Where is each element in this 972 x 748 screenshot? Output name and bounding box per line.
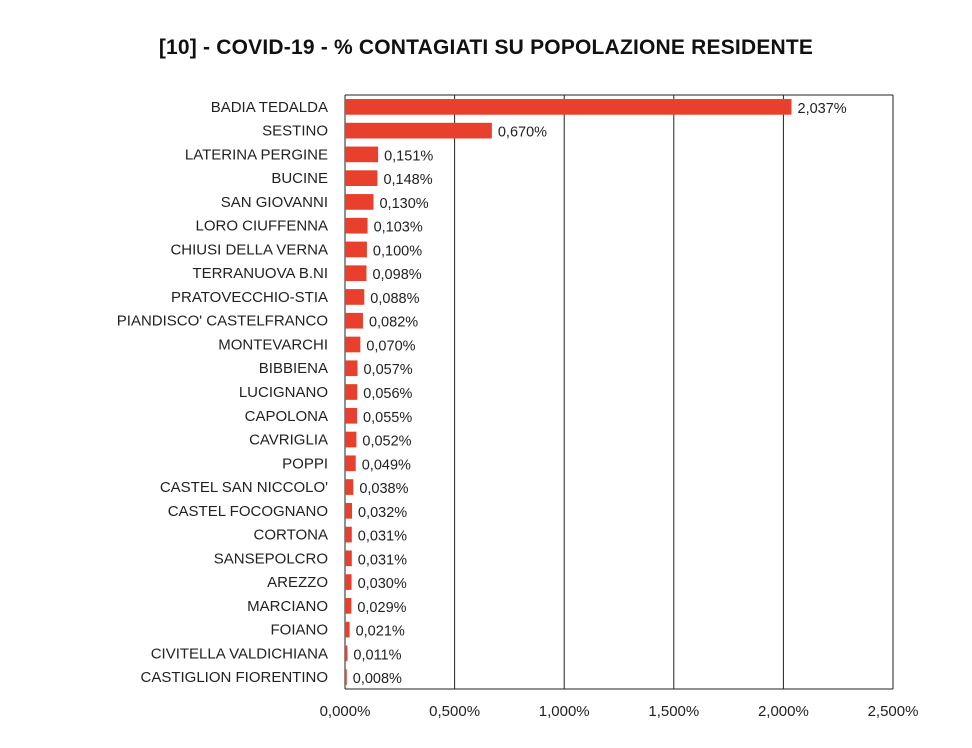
category-label: SESTINO (262, 122, 328, 140)
category-label: FOIANO (270, 621, 328, 639)
bar (345, 479, 353, 495)
x-tick-label: 0,000% (319, 703, 371, 720)
category-labels (117, 99, 328, 686)
bar (345, 194, 373, 210)
bar (345, 384, 357, 400)
data-label: 0,151% (384, 148, 434, 165)
category-label: POPPI (282, 455, 328, 473)
data-label: 0,055% (363, 409, 413, 426)
bar (345, 99, 792, 115)
category-label: CIVITELLA VALDICHIANA (150, 645, 328, 663)
category-label: CASTEL FOCOGNANO (167, 502, 328, 520)
bar (345, 265, 366, 281)
x-axis-tick-labels (320, 703, 919, 720)
category-label: BUCINE (271, 170, 328, 188)
bar (345, 574, 352, 590)
data-label: 0,011% (353, 647, 402, 664)
data-label: 0,031% (357, 528, 407, 545)
bar (345, 170, 377, 186)
data-label: 0,130% (379, 195, 429, 212)
data-label: 0,670% (497, 124, 548, 141)
data-label: 0,088% (370, 290, 420, 307)
category-label: MONTEVARCHI (218, 336, 328, 354)
data-label: 0,056% (363, 386, 413, 402)
x-tick-label: 1,500% (648, 703, 700, 720)
data-label: 2,037% (797, 100, 847, 117)
bar (345, 550, 352, 566)
category-label: CORTONA (253, 526, 328, 544)
bar (345, 313, 363, 329)
bar (345, 360, 357, 376)
data-label: 0,029% (357, 599, 407, 616)
category-label: CASTIGLION FIORENTINO (140, 669, 328, 687)
category-label: CHIUSI DELLA VERNA (170, 241, 328, 259)
x-tick-label: 0,500% (429, 703, 481, 720)
bar (345, 289, 364, 305)
category-label: CAVRIGLIA (249, 431, 328, 449)
category-label: LUCIGNANO (238, 384, 328, 401)
bar (345, 432, 356, 448)
bar (345, 147, 378, 163)
category-label: BIBBIENA (258, 360, 328, 378)
data-label: 0,098% (372, 267, 422, 284)
category-label: AREZZO (267, 574, 328, 592)
bar (345, 455, 356, 471)
data-label: 0,049% (361, 457, 411, 474)
category-label: TERRANUOVA B.NI (192, 265, 328, 283)
category-label: LORO CIUFFENNA (195, 217, 328, 235)
data-label: 0,057% (363, 362, 413, 379)
bar (345, 646, 347, 662)
data-label: 0,021% (355, 623, 405, 640)
data-label: 0,148% (383, 172, 433, 189)
category-label: LATERINA PERGINE (184, 146, 328, 164)
data-label: 0,082% (368, 314, 419, 331)
data-label: 0,052% (362, 433, 412, 450)
bar (345, 408, 357, 424)
category-label: PRATOVECCHIO-STIA (171, 288, 328, 306)
category-label: PIANDISCO' CASTELFRANCO (116, 312, 328, 330)
data-label: 0,032% (358, 504, 408, 521)
data-label: 0,031% (357, 552, 407, 569)
category-label: CASTEL SAN NICCOLO' (159, 479, 328, 497)
bar (345, 123, 492, 139)
bar (345, 503, 352, 519)
category-label: CAPOLONA (244, 407, 328, 425)
bar (345, 527, 352, 543)
x-tick-label: 2,500% (867, 703, 919, 720)
category-label: SANSEPOLCRO (213, 550, 328, 568)
data-label: 0,100% (372, 243, 423, 260)
data-label: 0,008% (352, 671, 402, 688)
bar (345, 669, 347, 685)
x-tick-label: 1,000% (538, 703, 590, 720)
bar (345, 337, 360, 353)
category-label: MARCIANO (247, 597, 328, 615)
category-label: BADIA TEDALDA (210, 98, 328, 116)
data-label: 0,070% (366, 338, 416, 355)
bar (345, 622, 350, 638)
bar (345, 242, 367, 258)
data-label: 0,030% (357, 576, 407, 593)
category-label: SAN GIOVANNI (220, 193, 328, 211)
chart-title: [10] - COVID-19 - % CONTAGIATI SU POPOLAZIONE RESIDENTE (158, 36, 814, 59)
x-tick-label: 2,000% (757, 703, 809, 720)
data-label: 0,038% (359, 481, 409, 498)
bar (345, 598, 351, 614)
value-labels (353, 101, 847, 687)
data-label: 0,103% (373, 219, 423, 236)
bar (345, 218, 368, 234)
